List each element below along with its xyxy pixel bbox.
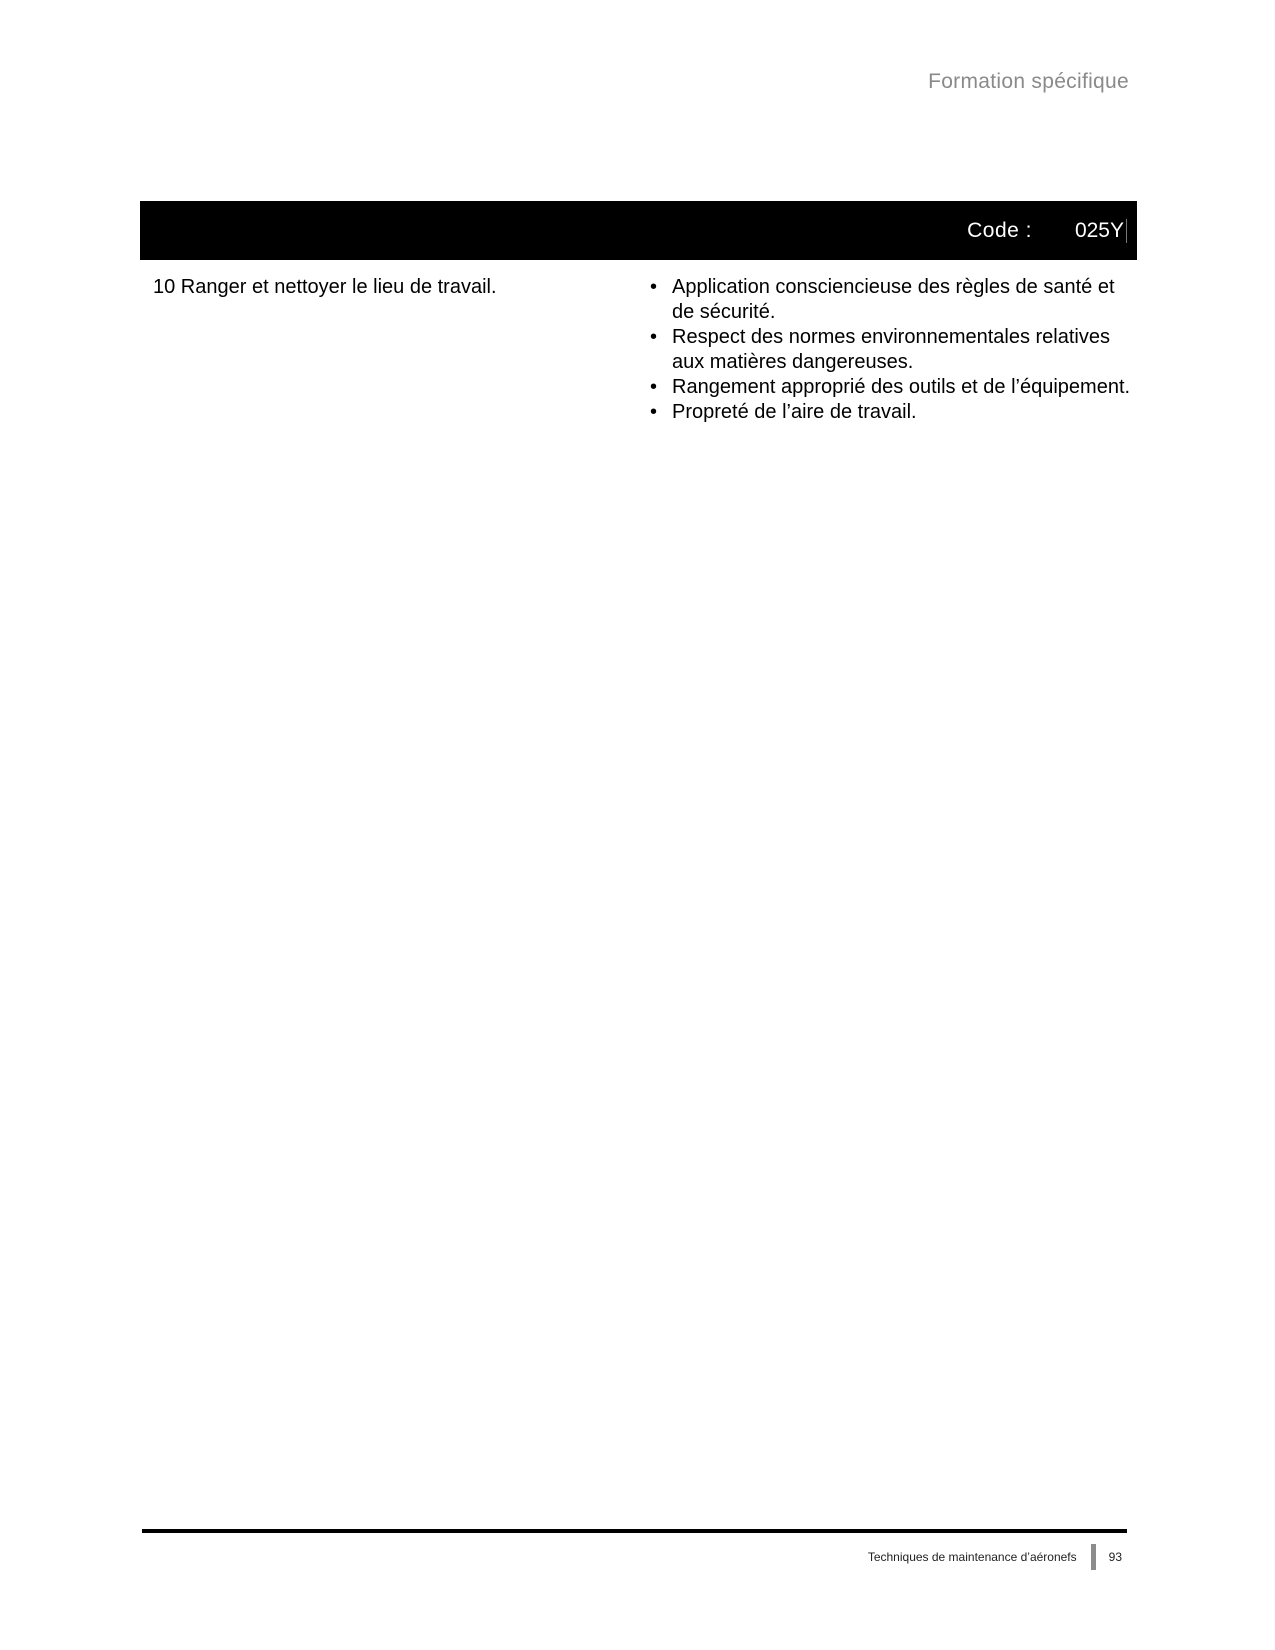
code-label: Code : [967,219,1032,242]
code-bar [140,201,1137,260]
criteria-item-text: Application consciencieuse des règles de santé et de sécurité. [672,276,1115,323]
criteria-column [645,275,1135,425]
code-value: 025Y [1075,219,1127,243]
criteria-item [645,325,1135,375]
criteria-item-text: Respect des normes environnementales relatives aux matières dangereuses. [672,326,1110,373]
page-number: 93 [1108,1550,1122,1564]
running-header-title: Formation spécifique [928,70,1129,93]
criteria-item-text: Rangement approprié des outils et de l’équipement. [672,376,1131,398]
bullet-icon: • [650,326,658,348]
criteria-item [645,400,1135,425]
step-text: 10 Ranger et nettoyer le lieu de travail. [153,276,497,298]
footer-separator [1091,1544,1096,1570]
page-footer [868,1544,1122,1570]
criteria-item [645,275,1135,325]
bullet-icon: • [650,276,658,298]
criteria-item-text: Propreté de l’aire de travail. [672,401,917,423]
bullet-icon: • [650,376,658,398]
footer-rule [142,1529,1127,1533]
criteria-list [645,275,1135,425]
bullet-icon: • [650,401,658,423]
criteria-item [645,375,1135,400]
footer-document-title: Techniques de maintenance d’aéronefs [867,1550,1077,1564]
